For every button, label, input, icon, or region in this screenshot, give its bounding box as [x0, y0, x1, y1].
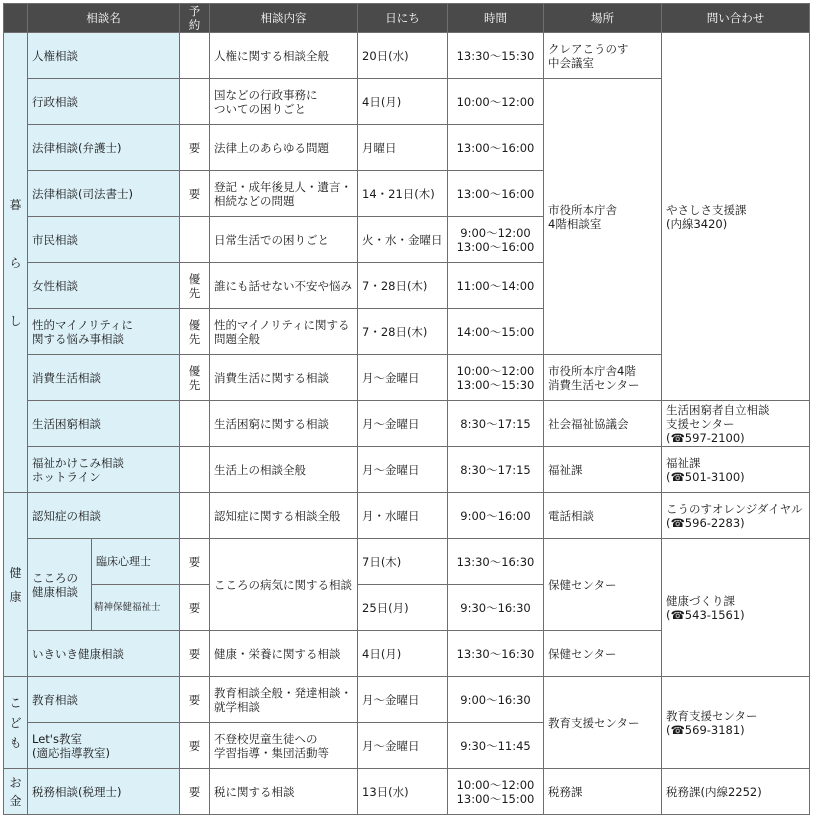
header-place: 場所: [544, 4, 662, 33]
row-contact: 税務課(内線2252): [662, 769, 810, 815]
row-time: 8:30〜17:15: [448, 447, 544, 493]
row-place: 電話相談: [544, 493, 662, 539]
row-date: 7日(木): [358, 539, 448, 585]
row-date: 月曜日: [358, 125, 448, 171]
row-content: 性的マイノリティに関する 問題全般: [210, 309, 358, 355]
row-date: 13日(水): [358, 769, 448, 815]
row-name: 福祉かけこみ相談 ホットライン: [28, 447, 180, 493]
row-time: 8:30〜17:15: [448, 401, 544, 447]
row-content: こころの病気に関する相談: [210, 539, 358, 631]
row-name: 認知症の相談: [28, 493, 180, 539]
row-reservation: 要: [180, 539, 210, 585]
row-name: 性的マイノリティに 関する悩み事相談: [28, 309, 180, 355]
consultation-schedule-table: [3, 3, 810, 815]
row-reservation: 優先: [180, 309, 210, 355]
category-kodomo: こ ど も: [4, 677, 28, 769]
row-date: 14・21日(木): [358, 171, 448, 217]
place-shiyakusho: 市役所本庁舎 4階相談室: [544, 79, 662, 355]
contact-yasashisa: やさしさ支援課 (内線3420): [662, 33, 810, 401]
row-time: 14:00〜15:00: [448, 309, 544, 355]
row-name: 消費生活相談: [28, 355, 180, 401]
row-reservation: [180, 447, 210, 493]
row-content: 生活上の相談全般: [210, 447, 358, 493]
row-reservation: 要: [180, 723, 210, 769]
header-name: 相談名: [28, 4, 180, 33]
row-name: 法律相談(司法書士): [28, 171, 180, 217]
row-date: 月・水曜日: [358, 493, 448, 539]
row-reservation: [180, 79, 210, 125]
row-content: 人権に関する相談全般: [210, 33, 358, 79]
row-reservation: [180, 33, 210, 79]
row-reservation: 優先: [180, 355, 210, 401]
row-date: 月〜金曜日: [358, 723, 448, 769]
row-time: 10:00〜12:00 13:00〜15:30: [448, 355, 544, 401]
contact-kyouiku: 教育支援センター (☎569-3181): [662, 677, 810, 769]
row-date: 7・28日(木): [358, 309, 448, 355]
row-date: 25日(月): [358, 585, 448, 631]
row-time: 9:30〜16:30: [448, 585, 544, 631]
table-row: [4, 447, 810, 493]
row-content: 消費生活に関する相談: [210, 355, 358, 401]
row-reservation: 要: [180, 585, 210, 631]
row-time: 10:00〜12:00 13:00〜15:00: [448, 769, 544, 815]
row-name: 女性相談: [28, 263, 180, 309]
row-name: 人権相談: [28, 33, 180, 79]
row-date: 月〜金曜日: [358, 447, 448, 493]
table-row: [4, 33, 810, 79]
row-time: 9:00〜16:00: [448, 493, 544, 539]
row-content: 不登校児童生徒への 学習指導・集団活動等: [210, 723, 358, 769]
row-time: 9:00〜16:30: [448, 677, 544, 723]
header-reservation: 予約: [180, 4, 210, 33]
row-time: 13:00〜16:00: [448, 171, 544, 217]
table-row: [4, 493, 810, 539]
row-name: 法律相談(弁護士): [28, 125, 180, 171]
row-content: 認知症に関する相談全般: [210, 493, 358, 539]
contact-kenkou: 健康づくり課 (☎543-1561): [662, 539, 810, 677]
row-reservation: 要: [180, 631, 210, 677]
table-row: [4, 677, 810, 723]
row-time: 13:00〜16:00: [448, 125, 544, 171]
row-subname: 精神保健福祉士: [92, 585, 180, 631]
row-reservation: 優先: [180, 263, 210, 309]
row-name: いきいき健康相談: [28, 631, 180, 677]
row-place: 福祉課: [544, 447, 662, 493]
row-content: 法律上のあらゆる問題: [210, 125, 358, 171]
table-row: [4, 401, 810, 447]
category-okane: お 金: [4, 769, 28, 815]
row-reservation: [180, 493, 210, 539]
row-date: 火・水・金曜日: [358, 217, 448, 263]
row-date: 月〜金曜日: [358, 677, 448, 723]
row-content: 生活困窮に関する相談: [210, 401, 358, 447]
row-reservation: 要: [180, 171, 210, 217]
row-reservation: [180, 401, 210, 447]
row-time: 10:00〜12:00: [448, 79, 544, 125]
row-content: 日常生活での困りごと: [210, 217, 358, 263]
row-date: 20日(水): [358, 33, 448, 79]
table-row: [4, 769, 810, 815]
row-reservation: 要: [180, 769, 210, 815]
row-date: 4日(月): [358, 631, 448, 677]
row-place: 税務課: [544, 769, 662, 815]
row-place: 市役所本庁舎4階 消費生活センター: [544, 355, 662, 401]
row-contact: 生活困窮者自立相談 支援センター (☎597-2100): [662, 401, 810, 447]
row-content: 健康・栄養に関する相談: [210, 631, 358, 677]
row-content: 国などの行政事務に ついての困りごと: [210, 79, 358, 125]
header-date: 日にち: [358, 4, 448, 33]
row-name: 市民相談: [28, 217, 180, 263]
header-row: [4, 4, 810, 33]
row-time: 11:00〜14:00: [448, 263, 544, 309]
row-time: 13:30〜15:30: [448, 33, 544, 79]
row-subname: 臨床心理士: [92, 539, 180, 585]
row-reservation: [180, 217, 210, 263]
row-content: 登記・成年後見人・遺言・ 相続などの問題: [210, 171, 358, 217]
row-contact: こうのすオレンジダイヤル (☎596-2283): [662, 493, 810, 539]
row-place: 社会福祉協議会: [544, 401, 662, 447]
row-time: 13:30〜16:30: [448, 539, 544, 585]
row-date: 月〜金曜日: [358, 355, 448, 401]
row-reservation: 要: [180, 125, 210, 171]
row-place: 保健センター: [544, 539, 662, 631]
header-contact: 問い合わせ: [662, 4, 810, 33]
row-place: クレアこうのす 中会議室: [544, 33, 662, 79]
row-content: 誰にも話せない不安や悩み: [210, 263, 358, 309]
row-content: 税に関する相談: [210, 769, 358, 815]
header-category: [4, 4, 28, 33]
row-name-kokoro: こころの 健康相談: [28, 539, 92, 631]
row-date: 7・28日(木): [358, 263, 448, 309]
row-reservation: 要: [180, 677, 210, 723]
row-name: 教育相談: [28, 677, 180, 723]
row-name: 生活困窮相談: [28, 401, 180, 447]
row-time: 9:30〜11:45: [448, 723, 544, 769]
row-name: 税務相談(税理士): [28, 769, 180, 815]
row-name: Let's教室 (適応指導教室): [28, 723, 180, 769]
row-date: 月〜金曜日: [358, 401, 448, 447]
header-content: 相談内容: [210, 4, 358, 33]
row-contact: 福祉課 (☎501-3100): [662, 447, 810, 493]
table-row: [4, 539, 810, 585]
header-time: 時間: [448, 4, 544, 33]
row-time: 13:30〜16:30: [448, 631, 544, 677]
place-kyouiku: 教育支援センター: [544, 677, 662, 769]
category-kurashi: 暮 ら し: [4, 33, 28, 493]
row-name: 行政相談: [28, 79, 180, 125]
row-time: 9:00〜12:00 13:00〜16:00: [448, 217, 544, 263]
row-date: 4日(月): [358, 79, 448, 125]
row-content: 教育相談全般・発達相談・ 就学相談: [210, 677, 358, 723]
row-place: 保健センター: [544, 631, 662, 677]
category-kenkou: 健 康: [4, 493, 28, 677]
